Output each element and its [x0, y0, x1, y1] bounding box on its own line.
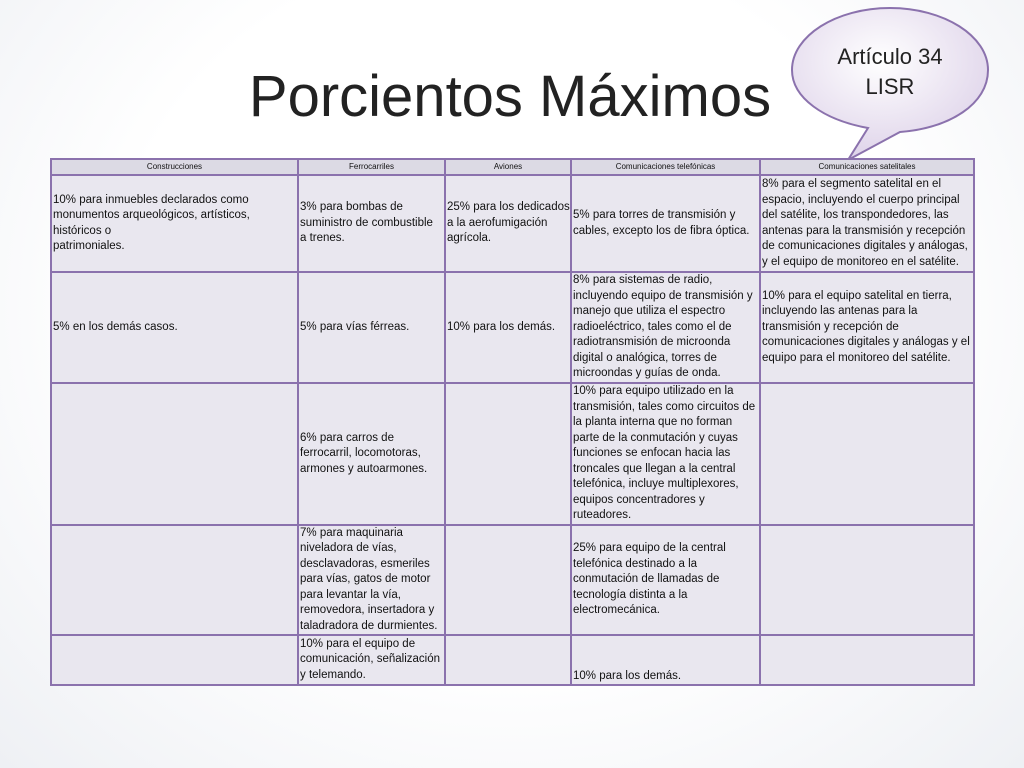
- cell-line: conmutación de llamadas de: [573, 573, 720, 585]
- table-cell: [51, 525, 298, 636]
- cell-line: a trenes.: [300, 232, 345, 245]
- cell-line: antenas para la transmisión y recepción: [762, 224, 966, 237]
- cell-line: telefónica destinado a la: [573, 557, 698, 570]
- cell-line: monumentos arqueológicos, artísticos,: [53, 209, 250, 221]
- cell-line: suministro de combustible: [300, 216, 433, 229]
- cell-line: equipos concentradores y: [573, 493, 705, 506]
- cell-line: y telemando.: [300, 668, 366, 681]
- cell-line: incluyendo las antenas para la: [762, 305, 918, 318]
- cell-line: 8% para sistemas de radio,: [573, 274, 713, 287]
- table-row: [51, 175, 974, 272]
- table-cell: [298, 635, 445, 685]
- callout-text: [790, 42, 990, 102]
- cell-line: armones y autoarmones.: [300, 462, 428, 475]
- cell-line: parte de la conmutación y cuyas: [573, 431, 738, 444]
- cell-line: removedora, insertadora y: [300, 604, 435, 616]
- table-cell: [51, 635, 298, 685]
- cell-line: históricos o: [53, 224, 112, 237]
- table-cell: [298, 525, 445, 636]
- table-cell: [298, 383, 445, 525]
- header-aviones: Aviones: [445, 159, 571, 175]
- cell-line: cables, excepto los de fibra óptica.: [573, 224, 750, 237]
- cell-line: transmisión, tales como circuitos de: [573, 400, 756, 413]
- cell-line: 10% para el equipo satelital en tierra,: [762, 289, 952, 302]
- table-cell: [298, 175, 445, 272]
- cell-line: 25% para equipo de la central: [573, 542, 726, 554]
- cell-line: 10% para los demás.: [447, 320, 556, 333]
- cell-line: manejo que utiliza el espectro: [573, 305, 726, 318]
- cell-line: espacio, incluyendo el cuerpo principal: [762, 193, 960, 206]
- cell-line: 8% para el segmento satelital en el: [762, 178, 941, 190]
- cell-line: 10% para equipo utilizado en la: [573, 385, 734, 397]
- cell-line: ruteadores.: [573, 509, 632, 521]
- cell-line: de comunicaciones digitales y análogas,: [762, 240, 968, 252]
- cell-line: equipo para el monitoreo del satélite.: [762, 351, 951, 364]
- table-cell: [760, 635, 974, 685]
- table-cell: [571, 272, 760, 383]
- cell-line: ferrocarril, locomotoras,: [300, 447, 421, 459]
- header-comunicaciones-satelitales: Comunicaciones satelitales: [760, 159, 974, 175]
- cell-line: digital o analógica, torres de: [573, 351, 717, 364]
- table-cell: [760, 525, 974, 636]
- table-cell: [571, 383, 760, 525]
- cell-line: taladradora de durmientes.: [300, 619, 438, 632]
- cell-line: del satélite, los transpondedores, las: [762, 209, 949, 221]
- table-cell: [445, 635, 571, 685]
- callout-line-1: Artículo 34: [837, 44, 943, 69]
- table-cell: [51, 272, 298, 383]
- cell-line: telefónica, incluye multiplexores,: [573, 478, 739, 490]
- cell-line: tecnología distinta a la: [573, 588, 688, 601]
- cell-line: 5% en los demás casos.: [53, 320, 178, 333]
- table-cell: [445, 272, 571, 383]
- cell-line: radiotransmisión de microonda: [573, 336, 731, 349]
- table-header-row: [51, 159, 974, 175]
- cell-line: comunicaciones digitales y análogas y el: [762, 336, 970, 349]
- cell-line: comunicación, señalización: [300, 653, 440, 666]
- percentages-table: [50, 158, 975, 686]
- header-comunicaciones-telefonicas: Comunicaciones telefónicas: [571, 159, 760, 175]
- cell-line: 6% para carros de: [300, 431, 394, 444]
- table-cell: [760, 175, 974, 272]
- table-row: [51, 383, 974, 525]
- cell-line: niveladora de vías,: [300, 542, 397, 554]
- cell-line: 25% para los dedicados: [447, 201, 570, 214]
- cell-line: 5% para vías férreas.: [300, 320, 410, 333]
- cell-line: electromecánica.: [573, 604, 660, 616]
- cell-line: transmisión y recepción de: [762, 320, 899, 333]
- table-cell: [445, 175, 571, 272]
- cell-line: patrimoniales.: [53, 240, 125, 252]
- cell-line: 7% para maquinaria: [300, 526, 403, 539]
- cell-line: troncales que llegan a la central: [573, 462, 736, 475]
- cell-line: incluyendo equipo de transmisión y: [573, 289, 753, 302]
- table-cell: [760, 383, 974, 525]
- cell-line: la planta interna que no forman: [573, 416, 733, 428]
- header-construcciones: Construcciones: [51, 159, 298, 175]
- cell-line: y el equipo de monitoreo en el satélite.: [762, 255, 959, 268]
- callout-line-2: LISR: [865, 74, 915, 99]
- table-row: [51, 525, 974, 636]
- cell-line: 3% para bombas de: [300, 201, 403, 214]
- header-ferrocarriles: Ferrocarriles: [298, 159, 445, 175]
- table-row: [51, 272, 974, 383]
- table-cell: [51, 175, 298, 272]
- table-cell: [571, 175, 760, 272]
- table-cell: [445, 383, 571, 525]
- cell-line: 10% para inmuebles declarados como: [53, 193, 249, 206]
- slide-title: Porcientos Máximos: [248, 64, 772, 129]
- cell-line: a la aerofumigación: [447, 216, 548, 229]
- table-cell: [571, 525, 760, 636]
- cell-line: 5% para torres de transmisión y: [573, 209, 736, 221]
- cell-line: 10% para los demás.: [573, 669, 682, 682]
- table-cell: [298, 272, 445, 383]
- table-cell: [51, 383, 298, 525]
- cell-line: funciones se enfocan hacia las: [573, 447, 731, 459]
- table-cell: [571, 635, 760, 685]
- cell-line: radioeléctrico, tales como el de: [573, 320, 732, 333]
- cell-line: 10% para el equipo de: [300, 637, 416, 650]
- table-cell: [760, 272, 974, 383]
- cell-line: agrícola.: [447, 232, 492, 245]
- callout-bubble: [790, 4, 990, 164]
- table-cell: [445, 525, 571, 636]
- cell-line: para vías, gatos de motor: [300, 573, 431, 585]
- cell-line: microondas y guías de onda.: [573, 367, 721, 380]
- cell-line: desclavadoras, esmeriles: [300, 557, 430, 570]
- table-row: [51, 635, 974, 685]
- cell-line: para levantar la vía,: [300, 588, 402, 601]
